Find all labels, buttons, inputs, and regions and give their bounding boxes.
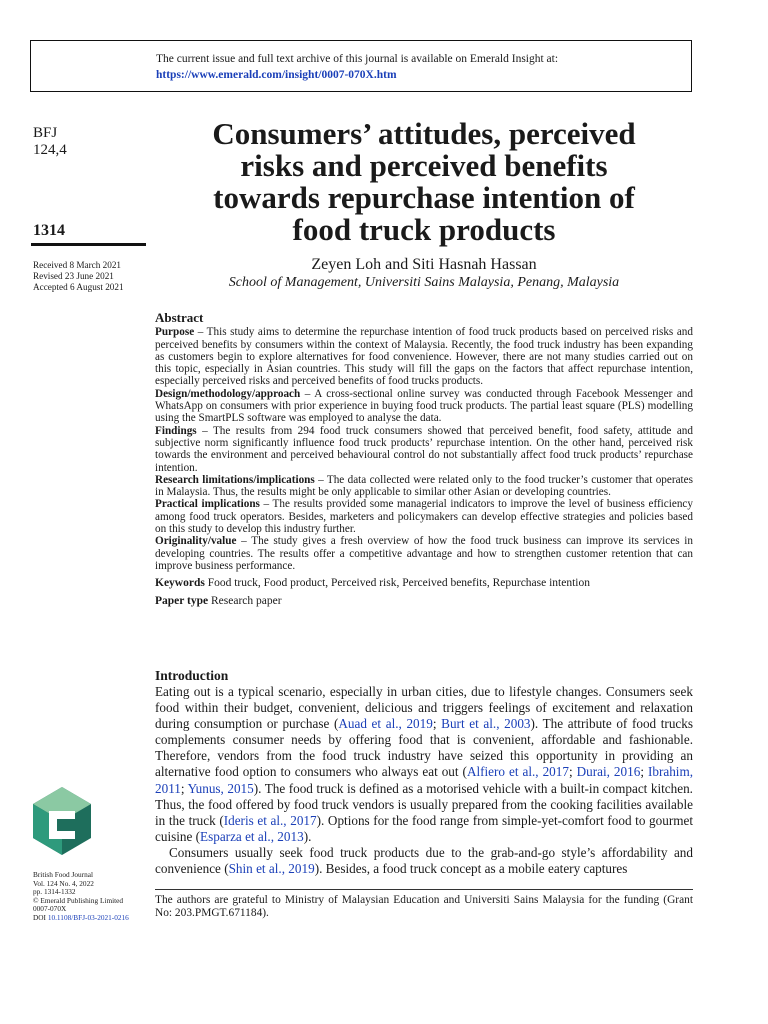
text-run: ). Options for the food range from simple-yet-comfort food to gourmet cuisine ( (155, 812, 694, 844)
article-title (150, 118, 698, 246)
intro-paragraph (155, 845, 693, 877)
section-label: Design/methodology/approach (155, 387, 301, 400)
sidebar-rule (31, 243, 146, 246)
journal-abbrev (33, 125, 67, 159)
section-label: Purpose (155, 326, 195, 339)
abstract-findings (155, 425, 693, 474)
pub-issn: 0007-070X (33, 904, 67, 914)
section-text: – The results provided some managerial indicators to improve the level of business efficiency among food truck operators. Besides, marketers and policymakers can develop effective strategies and policies based on this study to develop this industry further. (155, 498, 693, 536)
section-label: Research limitations/implications (155, 473, 315, 486)
title-line: towards repurchase intention of (213, 180, 635, 215)
citation-link[interactable]: Burt et al., 2003 (441, 716, 531, 732)
abstract-purpose (155, 326, 693, 387)
article-dates (33, 260, 124, 293)
intro-paragraph (155, 684, 693, 845)
affiliation: School of Management, Universiti Sains Malaysia, Penang, Malaysia (228, 275, 620, 290)
journal-access-notice (30, 40, 692, 92)
citation-link[interactable]: Auad et al., 2019 (338, 716, 433, 732)
citation-link[interactable]: Ibrahim, 2011 (155, 764, 694, 796)
footnote-rule (155, 889, 693, 890)
section-text: – The study gives a fresh overview of how the food truck business can improve its services in developing countries. The results offer a competitive advantage and how to strengthen customer retention that can improve business performance. (155, 535, 693, 572)
section-text: Research paper (208, 594, 282, 607)
publication-info (33, 871, 129, 923)
section-label: Originality/value (155, 535, 237, 548)
abstract-design (155, 388, 693, 425)
date-revised: Revised 23 June 2021 (33, 271, 114, 281)
abstract-originality (155, 535, 693, 572)
abstract-practical (155, 498, 693, 535)
citation-link[interactable]: Shin et al., 2019 (228, 861, 315, 877)
journal-url-link[interactable]: https://www.emerald.com/insight/0007-070X.htm (156, 69, 397, 81)
date-received: Received 8 March 2021 (33, 260, 122, 270)
citation-link[interactable]: Ideris et al., 2017 (223, 812, 317, 828)
journal-code: BFJ (33, 125, 58, 141)
title-line: food truck products (292, 212, 556, 247)
pub-journal: British Food Journal (33, 870, 93, 879)
abstract-limitations (155, 474, 693, 499)
text-run: ; (640, 764, 648, 780)
intro-heading: Introduction (155, 668, 229, 683)
section-label: Practical implications (155, 498, 260, 511)
section-text: – A cross-sectional online survey was conducted through Facebook Messenger and WhatsApp on consumers with prior experience in buying food truck products. The partial least square (PLS) modelling using the SmartPLS software was employed to analyse the data. (155, 387, 693, 425)
text-run: ; (568, 764, 577, 780)
title-line: Consumers’ attitudes, perceived (212, 116, 636, 151)
section-label: Keywords (155, 577, 205, 590)
section-text: Food truck, Food product, Perceived risk, Perceived benefits, Repurchase intention (204, 577, 590, 590)
pub-pages: pp. 1314-1332 (33, 887, 76, 897)
paper-type (155, 595, 693, 607)
citation-link[interactable]: Durai, 2016 (576, 764, 641, 780)
section-text: – The data collected were related only to the food trucker’s customer that operates in Malaysia. Thus, the results might be only applicable to similar other Asian or developing countries. (155, 473, 693, 499)
pub-copyright: © Emerald Publishing Limited (33, 895, 124, 905)
keywords (155, 577, 693, 589)
title-line: risks and perceived benefits (240, 148, 608, 183)
citation-link[interactable]: Esparza et al., 2013 (200, 828, 304, 844)
section-label: Paper type (155, 594, 209, 607)
doi-label: DOI (33, 912, 46, 922)
authors: Zeyen Loh and Siti Hasnah Hassan (311, 256, 537, 273)
citation-link[interactable]: Yunus, 2015 (187, 780, 254, 796)
section-text: – This study aims to determine the repurchase intention of food truck products based on perceived risks and perceived benefits by consumers within the context of Malaysia. Recently, the food truck industry has been expanding as customers begin to explore alternatives for food convenience. However, there are not many studies carried out on this topic, especially in Asian countries. This study will fill the gaps on the factors that affect repurchase intention, especially perceived risks and perceived benefits of food trucks products. (155, 326, 693, 388)
text-run: ; (432, 716, 442, 732)
funding-footnote: The authors are grateful to Ministry of Malaysian Education and Universiti Sains Malaysia for the funding (Grant No: 203.PMGT.671184). (155, 894, 693, 919)
pub-doi (33, 914, 129, 923)
text-run: ). The food truck is defined as a motorised vehicle with a built-in compact kitchen. Thus, the food offered by food truck vendors is usually prepared from the cooking facilities available in the truck ( (155, 780, 693, 828)
text-run: ). Besides, a food truck concept as a mobile eatery captures (314, 861, 628, 877)
pub-volume: Vol. 124 No. 4, 2022 (33, 878, 94, 888)
text-run: ). The attribute of food trucks complements consumer needs by offering food that is convenient, affordable and fashionable. Therefore, vendors from the food truck industry have seized this opportunity in providing an alternative food option to consumers who always eat out ( (155, 716, 693, 780)
citation-link[interactable]: Alfiero et al., 2017 (466, 764, 569, 780)
text-run: ). (303, 828, 312, 844)
text-run: Eating out is a typical scenario, especially in urban cities, due to lifestyle changes. Consumers seek food within their budget, convenient, delicious and triggers feelings of excitement and relaxation during consumption or purchase ( (155, 684, 693, 732)
date-accepted: Accepted 6 August 2021 (33, 282, 124, 292)
notice-text: The current issue and full text archive of this journal is available on Emerald Insight at: (156, 53, 559, 65)
journal-volume: 124,4 (33, 142, 67, 158)
abstract-heading: Abstract (155, 310, 204, 325)
abstract (155, 312, 693, 607)
page-number: 1314 (33, 222, 65, 239)
doi-link[interactable]: 10.1108/BFJ-03-2021-0216 (47, 912, 129, 922)
introduction (155, 668, 693, 877)
section-text: – The results from 294 food truck consumers showed that perceived benefit, food safety, attitude and subjective norm significantly influence food truck products’ repurchase intention. On the other hand, perceived risk towards the environment and perceived behavioural control do not substantially affect food truck products’ repurchase intention. (155, 424, 693, 474)
text-run: Consumers usually seek food truck products due to the grab-and-go style’s affordability and convenience ( (155, 844, 693, 877)
section-label: Findings (155, 424, 197, 437)
text-run: ; (180, 780, 188, 796)
emerald-logo-icon (33, 787, 91, 855)
